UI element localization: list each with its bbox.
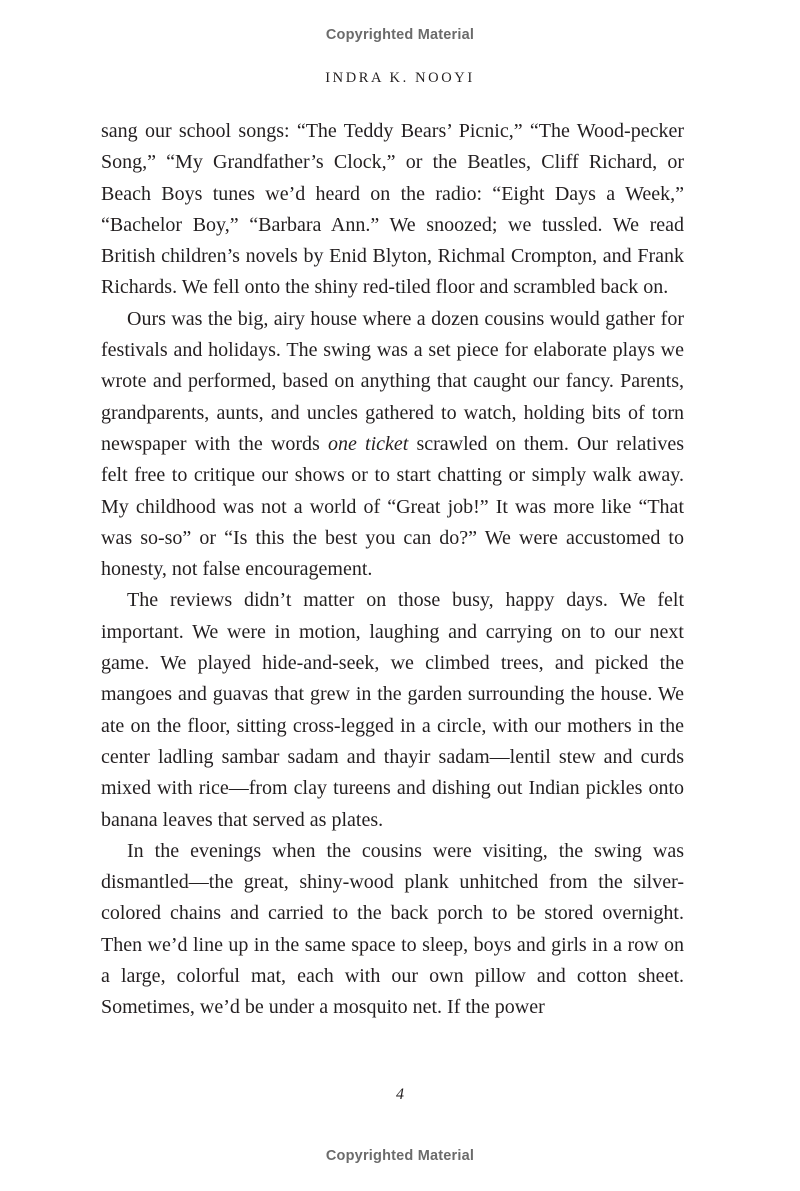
paragraph-2 — [101, 304, 684, 586]
paragraph-2-text-a: Ours was the big, airy house where a dozen cousins would gather for festivals and holidays. The swing was a set piece for elaborate plays we wrote and performed, based on anything that caught our fancy. Parents, grandparents, aunts, and uncles gathered to watch, holding bits of torn newspaper with the words — [101, 307, 684, 455]
page-number: 4 — [396, 1086, 404, 1103]
paragraph-1: sang our school songs: “The Teddy Bears’ Picnic,” “The Wood-pecker Song,” “My Grandfather’s Clock,” or the Beatles, Cliff Richard, or Beach Boys tunes we’d heard on the radio: “Eight Days a Week,” “Bachelor Boy,” “Barbara Ann.” We snoozed; we tussled. We read British children’s novels by Enid Blyton, Richmal Crompton, and Frank Richards. We fell onto the shiny red-tiled floor and scrambled back on. — [101, 120, 684, 299]
body-text — [101, 116, 684, 1024]
paragraph-4: In the evenings when the cousins were visiting, the swing was dismantled—the great, shiny-wood plank unhitched from the silver-colored chains and carried to the back porch to be stored overnight. Then we’d line up in the same space to sleep, boys and girls in a row on a large, colorful mat, each with our own pillow and cotton sheet. Sometimes, we’d be under a mosquito net. If the power — [101, 839, 684, 1019]
copyright-watermark-top: Copyrighted Material — [325, 27, 475, 43]
paragraph-2-text-b: scrawled on them. Our relatives felt free to critique our shows or to start chatting or simply walk away. My childhood was not a world of “Great job!” It was more like “That was so-so” or “Is this the best you can do?” We were accustomed to honesty, not false encouragement. — [101, 432, 684, 581]
copyright-watermark-bottom: Copyrighted Material — [325, 1148, 475, 1164]
running-head-author: INDRA K. NOOYI — [325, 70, 475, 86]
paragraph-2-italic: one ticket — [328, 432, 409, 455]
paragraph-3: The reviews didn’t matter on those busy, happy days. We felt important. We were in motion, laughing and carrying on to our next game. We played hide-and-seek, we climbed trees, and picked the mangoes and guavas that grew in the garden surrounding the house. We ate on the floor, sitting cross-legged in a circle, with our mothers in the center ladling sambar sadam and thayir sadam—lentil stew and curds mixed with rice—from clay tureens and dishing out Indian pickles onto banana leaves that served as plates. — [101, 589, 684, 831]
